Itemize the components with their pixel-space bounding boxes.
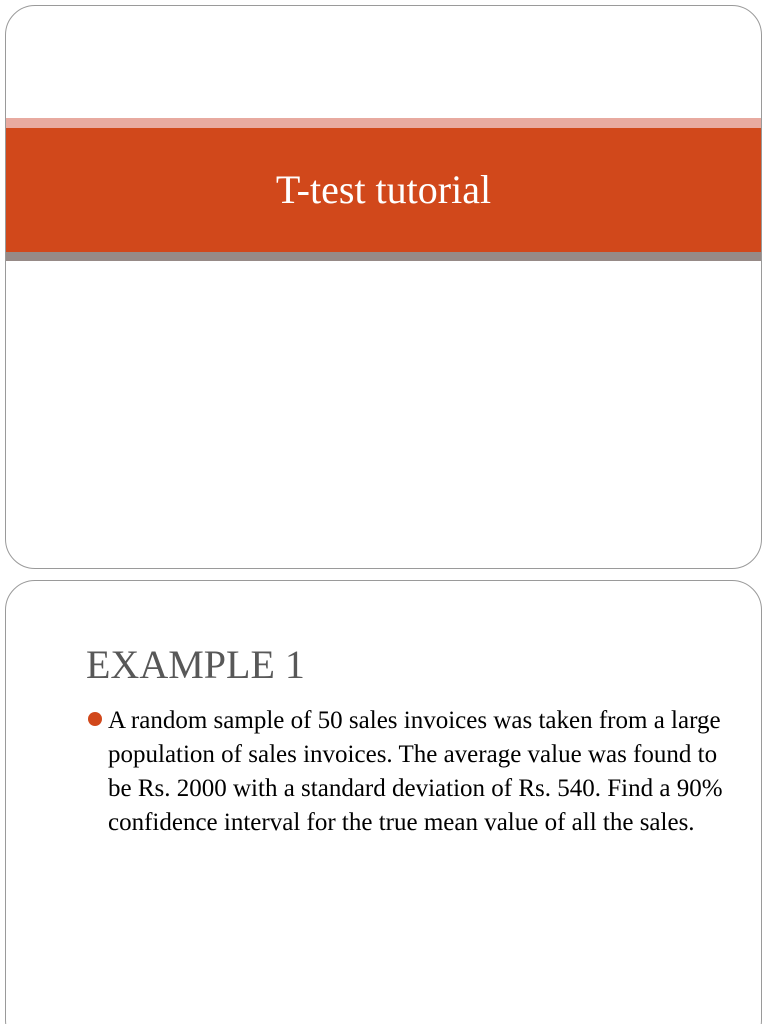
slide-heading: EXAMPLE 1 xyxy=(86,642,305,687)
bullet-dot-icon xyxy=(88,712,102,726)
example-slide xyxy=(5,580,762,1024)
divider-stripe-bottom xyxy=(6,252,761,261)
bullet-text: A random sample of 50 sales invoices was taken from a large population of sales invoices. The average value was found to be Rs. 2000 with a standard deviation of Rs. 540. Find a 90% confidence interval for the true mean value of all the sales. xyxy=(108,707,723,836)
accent-stripe-top xyxy=(6,118,761,128)
title-slide xyxy=(5,5,762,569)
slide-title: T-test tutorial xyxy=(275,167,492,212)
bullet-item xyxy=(86,704,726,840)
title-band xyxy=(6,128,761,252)
